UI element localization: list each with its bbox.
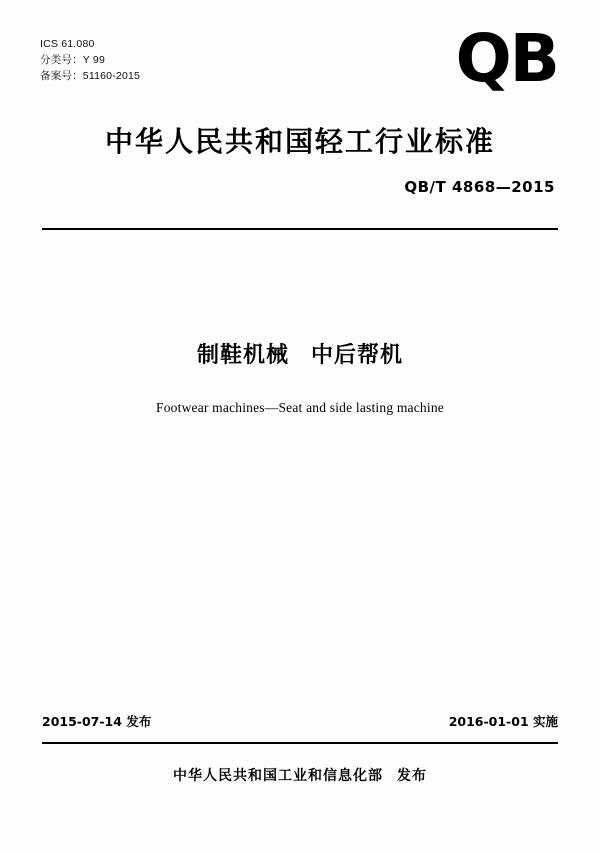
issue-date: 2015-07-14 发布 [42,714,152,729]
standard-title: 中华人民共和国轻工行业标准 [104,125,495,158]
ics-code: ICS 61.080 [40,38,95,50]
classification-code: 分类号：Y 99 [40,54,106,66]
divider-top [42,228,558,230]
subject-title-cn-part2: 中后帮机 [311,343,404,368]
standard-meta-block [40,36,140,84]
subject-title-en: Footwear machines—Seat and side lasting machine [156,400,444,415]
issuing-authority-action: 发布 [397,768,427,784]
issuing-authority-name: 中华人民共和国工业和信息化部 [173,768,383,784]
date-row [42,712,558,730]
record-number: 备案号：51160-2015 [40,70,141,82]
issuing-authority [0,765,600,785]
subject-title-cn [0,338,600,369]
qb-logo: QB [455,20,558,97]
subject-title-cn-part1: 制鞋机械 [196,343,289,368]
implement-date: 2016-01-01 实施 [448,714,558,729]
divider-bottom [42,742,558,744]
standard-number: QB/T 4868—2015 [404,178,555,196]
